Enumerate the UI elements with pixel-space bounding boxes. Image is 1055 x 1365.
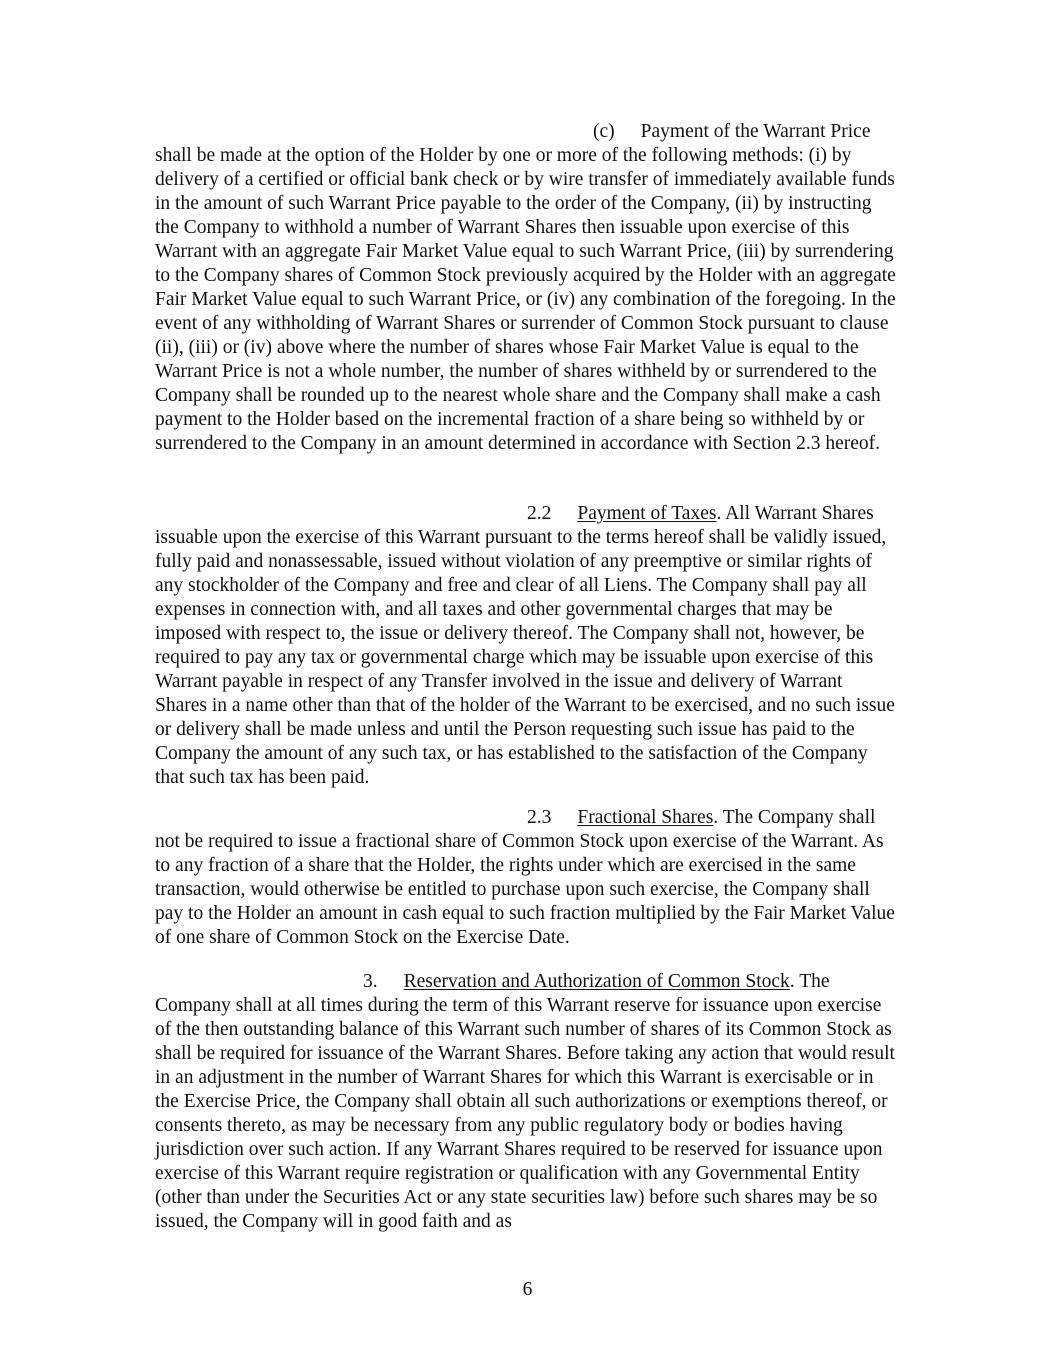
page-number: 6 bbox=[522, 1279, 533, 1300]
paragraph-3 bbox=[155, 970, 897, 1234]
heading-punctuation: . bbox=[716, 503, 722, 524]
paragraph-2-1-c bbox=[155, 120, 897, 456]
paragraph-number: 2.2 bbox=[527, 503, 552, 524]
heading-punctuation: . bbox=[713, 807, 719, 828]
paragraph-number: 2.3 bbox=[527, 807, 552, 828]
paragraph-2-2 bbox=[155, 502, 897, 790]
paragraph-text: The Company shall at all times during the term of this Warrant reserve for issuance upon exercise of the then outstanding balance of this Warrant such number of shares of its Common Stock as shall be required for issuance of the Warrant Shares. Before taking any action that would result in an adjustment in the number of Warrant Shares for which this Warrant is exercisable or in the Exercise Price, the Company shall obtain all such authorizations or exemptions thereof, or consents thereto, as may be necessary from any public regulatory body or bodies having jurisdiction over such action. If any Warrant Shares required to be reserved for issuance upon exercise of this Warrant require registration or qualification with any Governmental Entity (other than under the Securities Act or any state securities law) before such shares may be so issued, the Company will in good faith and as bbox=[155, 971, 895, 1232]
paragraph-text: Payment of the Warrant Price shall be made at the option of the Holder by one or more of the following methods: (i) by delivery of a certified or official bank check or by wire transfer of immediately available funds in the amount of such Warrant Price payable to the order of the Company, (ii) by instructing the Company to withhold a number of Warrant Shares then issuable upon exercise of this Warrant with an aggregate Fair Market Value equal to such Warrant Price, (iii) by surrendering to the Company shares of Common Stock previously acquired by the Holder with an aggregate Fair Market Value equal to such Warrant Price, or (iv) any combination of the foregoing. In the event of any withholding of Warrant Shares or surrender of Common Stock pursuant to clause (ii), (iii) or (iv) above where the number of shares whose Fair Market Value is equal to the Warrant Price is not a whole number, the number of shares withheld by or surrendered to the Company shall be rounded up to the nearest whole share and the Company shall make a cash payment to the Holder based on the incremental fraction of a share being so withheld by or surrendered to the Company in an amount determined in accordance with Section 2.3 hereof. bbox=[155, 121, 896, 454]
section-heading: Payment of Taxes bbox=[577, 503, 717, 524]
paragraph-text: The Company shall not be required to issue a fractional share of Common Stock upon exercise of the Warrant. As to any fraction of a share that the Holder, the rights under which are exercised in the same transaction, would otherwise be entitled to purchase upon such exercise, the Company shall pay to the Holder an amount in cash equal to such fraction multiplied by the Fair Market Value of one share of Common Stock on the Exercise Date. bbox=[155, 807, 895, 948]
paragraph-2-3 bbox=[155, 806, 897, 950]
heading-punctuation: . bbox=[789, 971, 795, 992]
paragraph-number: (c) bbox=[593, 121, 615, 142]
paragraph-number: 3. bbox=[363, 971, 378, 992]
section-heading: Fractional Shares bbox=[577, 807, 714, 828]
section-heading: Reservation and Authorization of Common Stock bbox=[403, 971, 790, 992]
paragraph-text: All Warrant Shares issuable upon the exercise of this Warrant pursuant to the terms hereof shall be validly issued, fully paid and nonassessable, issued without violation of any preemptive or similar rights of any stockholder of the Company and free and clear of all Liens. The Company shall pay all expenses in connection with, and all taxes and other governmental charges that may be imposed with respect to, the issue or delivery thereof. The Company shall not, however, be required to pay any tax or governmental charge which may be issuable upon exercise of this Warrant payable in respect of any Transfer involved in the issue and delivery of Warrant Shares in a name other than that of the holder of the Warrant to be exercised, and no such issue or delivery shall be made unless and until the Person requesting such issue has paid to the Company the amount of any such tax, or has established to the satisfaction of the Company that such tax has been paid. bbox=[155, 503, 895, 788]
